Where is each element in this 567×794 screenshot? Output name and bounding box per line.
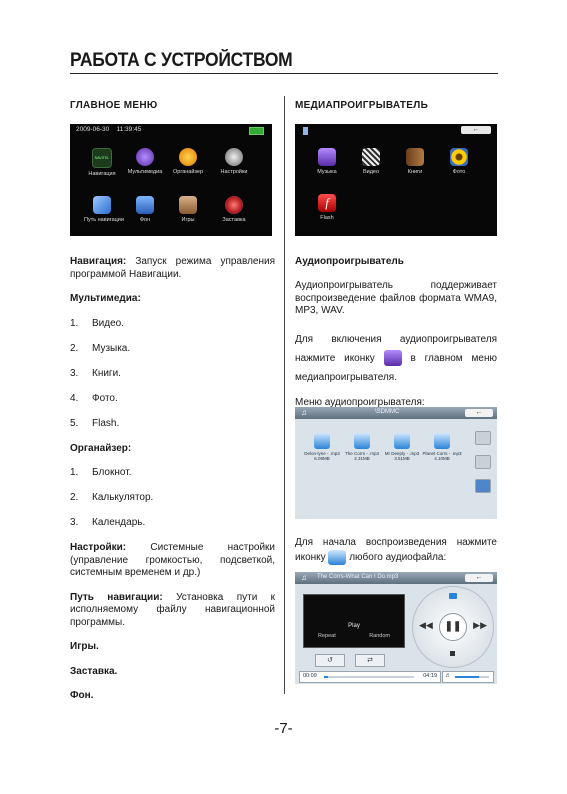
- media-item-flash[interactable]: f Flash: [309, 194, 345, 221]
- music-note-icon: ♫: [301, 573, 307, 582]
- total-time: 04:19: [423, 673, 437, 679]
- nav-description: Навигация: Запуск режима управления программой Навигации.: [70, 256, 275, 280]
- media-player-heading: МЕДИАПРОИГРЫВАТЕЛЬ: [295, 100, 429, 111]
- elapsed-time: 00:09: [303, 673, 317, 679]
- media-item-video[interactable]: Видео: [353, 148, 389, 175]
- sunflower-icon: [450, 148, 468, 166]
- progress-track[interactable]: [324, 676, 414, 678]
- track-title: The Corrs-What Can I Do.mp3: [317, 574, 399, 580]
- repeat-label: Repeat: [318, 633, 336, 639]
- status-time: 11:39:45: [116, 126, 142, 133]
- main-menu-heading: ГЛАВНОЕ МЕНЮ: [70, 100, 158, 111]
- music-note-icon: [384, 350, 402, 366]
- status-date: 2009-06-30: [76, 126, 110, 133]
- clapperboard-icon: [362, 148, 380, 166]
- audio-file-icon: [328, 550, 346, 565]
- music-note-icon: [136, 148, 154, 166]
- screensaver-label: Заставка.: [70, 665, 118, 677]
- audio-file-item[interactable]: Planet Corrs - .mp3 4.10MB: [421, 433, 463, 461]
- navitel-icon: NAVITEL: [92, 148, 112, 168]
- scroll-up-button[interactable]: [475, 431, 491, 445]
- usb-icon: [303, 127, 308, 135]
- next-button[interactable]: ▶▶: [473, 620, 487, 630]
- random-label: Random: [369, 633, 390, 639]
- battery-icon: [249, 127, 264, 135]
- music-note-icon: ♫: [301, 408, 307, 417]
- progress-bar-area: [299, 671, 441, 683]
- control-wheel: [412, 586, 494, 668]
- audio-player-heading: Аудиопроигрыватель: [295, 256, 404, 267]
- page-number: -7-: [274, 720, 293, 737]
- games-icon: [179, 196, 197, 214]
- menu-item-screensaver[interactable]: Заставка: [216, 196, 252, 223]
- media-menu-screenshot: [295, 124, 497, 236]
- menu-item-navigation[interactable]: NAVITEL Навигация: [84, 148, 120, 177]
- play-pause-button[interactable]: ❚❚: [439, 613, 467, 641]
- media-item-photo[interactable]: Фото: [441, 148, 477, 175]
- stop-button[interactable]: [450, 651, 455, 656]
- previous-button[interactable]: ◀◀: [419, 620, 433, 630]
- list-item: 5. Flash.: [70, 417, 120, 429]
- audio-open-instruction: Для включения аудиопроигрывателя нажмите иконку в главном меню медиапроигрывателя.: [295, 333, 497, 383]
- organizer-icon: [179, 148, 197, 166]
- play-instruction: Для начала воспроизведения нажмите иконку любого аудиофайла:: [295, 537, 497, 563]
- list-item: 2. Музыка.: [70, 342, 131, 354]
- audio-file-icon: [314, 433, 330, 449]
- audio-file-item[interactable]: The Corrs - .mp3 2.31MB: [341, 433, 383, 461]
- column-divider: [284, 96, 285, 694]
- folder-path: \SDMMC: [375, 409, 400, 415]
- route-icon: [93, 196, 111, 214]
- volume-area: [442, 671, 494, 683]
- menu-item-settings[interactable]: Настройки: [216, 148, 252, 175]
- list-item: 1. Видео.: [70, 317, 124, 329]
- audio-file-icon: [394, 433, 410, 449]
- audio-file-item[interactable]: Delon-lyne - .mp3 6.09MB: [301, 433, 343, 461]
- book-icon: [406, 148, 424, 166]
- menu-item-nav-path[interactable]: Путь навигации: [84, 196, 120, 223]
- progress-fill: [324, 676, 328, 678]
- audio-description: Аудиопроигрыватель поддерживает воспроизведение файлов формата WMA9, MP3, WAV.: [295, 280, 497, 316]
- audio-file-icon: [434, 433, 450, 449]
- gear-icon: [225, 148, 243, 166]
- desktop-icon: [136, 196, 154, 214]
- media-item-books[interactable]: Книги: [397, 148, 433, 175]
- audio-file-icon: [354, 433, 370, 449]
- page-title: РАБОТА С УСТРОЙСТВОМ: [70, 50, 293, 71]
- screensaver-icon: [225, 196, 243, 214]
- audio-list-screenshot: [295, 407, 497, 519]
- path-description: Путь навигации: Установка пути к исполняемому файлу навигационной программы.: [70, 591, 276, 628]
- settings-description: Настройки: Системные настройки (управление громкостью, подсветкой, системным временем и др.): [70, 542, 275, 578]
- multimedia-label: Мультимедиа:: [70, 293, 141, 304]
- back-button[interactable]: ←: [465, 574, 493, 582]
- back-button[interactable]: ←: [465, 409, 493, 417]
- title-rule: [70, 73, 498, 74]
- menu-item-background[interactable]: Фон: [127, 196, 163, 223]
- organizer-label: Органайзер:: [70, 442, 132, 454]
- flash-icon: f: [318, 194, 336, 212]
- track-info-panel: [303, 594, 405, 648]
- menu-item-multimedia[interactable]: Мультимедиа: [127, 148, 163, 175]
- list-item: 3. Календарь.: [70, 517, 146, 528]
- list-item: 2. Калькулятор.: [70, 492, 154, 503]
- main-menu-screenshot: [70, 124, 272, 236]
- volume-fill: [455, 676, 479, 678]
- list-item: 3. Книги.: [70, 367, 121, 379]
- games-label: Игры.: [70, 641, 99, 652]
- volume-track[interactable]: [455, 676, 489, 678]
- audio-file-item[interactable]: Mr Deeply - .mp3 3.51MB: [381, 433, 423, 461]
- audio-player-screenshot: [295, 572, 497, 684]
- audio-menu-caption: Меню аудиопроигрывателя:: [295, 396, 425, 408]
- share-button[interactable]: [475, 479, 491, 493]
- repeat-button[interactable]: ↺: [315, 654, 345, 667]
- shuffle-button[interactable]: ⇄: [355, 654, 385, 667]
- back-button[interactable]: ←: [461, 126, 491, 134]
- media-item-music[interactable]: Музыка: [309, 148, 345, 175]
- list-item: 1. Блокнот.: [70, 467, 132, 478]
- menu-item-games[interactable]: Игры: [170, 196, 206, 223]
- speaker-icon: ♬: [445, 673, 451, 679]
- play-state: Play: [348, 623, 360, 629]
- folder-icon[interactable]: [449, 593, 457, 599]
- music-note-icon: [318, 148, 336, 166]
- list-item: 4. Фото.: [70, 392, 118, 404]
- background-label: Фон.: [70, 690, 94, 701]
- menu-item-organizer[interactable]: Органайзер: [170, 148, 206, 175]
- scroll-down-button[interactable]: [475, 455, 491, 469]
